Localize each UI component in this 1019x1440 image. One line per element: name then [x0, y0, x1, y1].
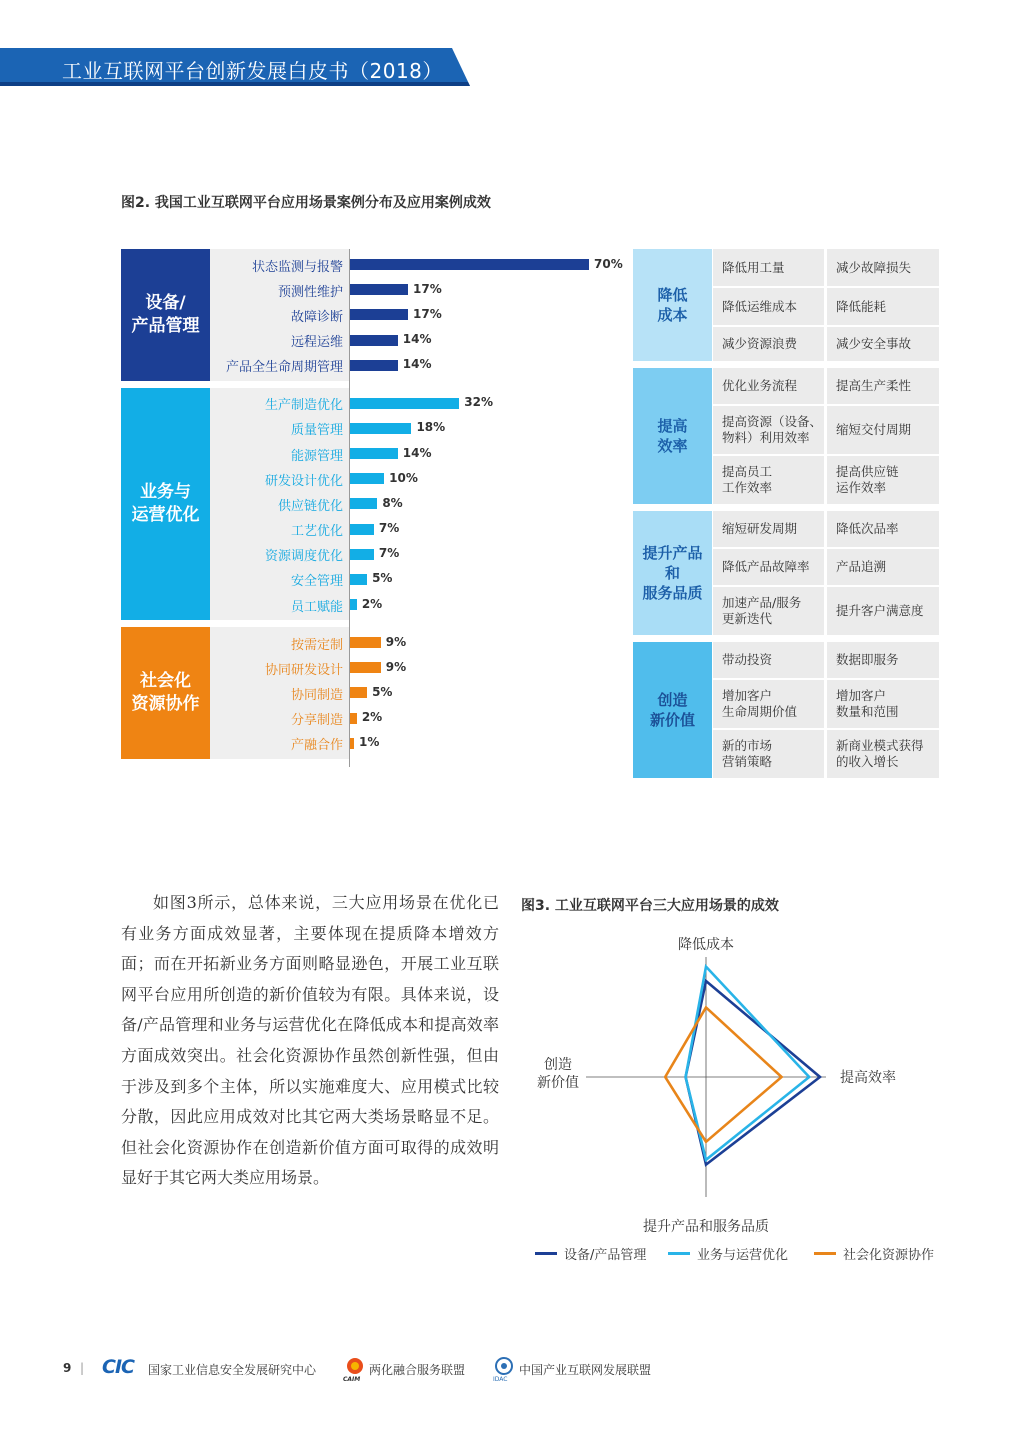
bar [350, 662, 381, 673]
outcome-cell: 提升客户满意度 [827, 587, 939, 635]
category-box-0: 设备/ 产品管理 [121, 249, 210, 381]
outcome-group-header: 提升产品 和 服务品质 [633, 511, 712, 635]
outcome-group-header: 降低 成本 [633, 249, 712, 361]
outcome-cell: 减少故障损失 [827, 249, 939, 286]
legend-label-social: 社会化资源协作 [843, 1248, 935, 1263]
outcome-cell: 降低次品率 [827, 511, 939, 547]
body-paragraph: 如图3所示，总体来说，三大应用场景在优化已有业务方面成效显著，主要体现在提质降本增效方面；而在开拓新业务方面则略显逊色，开展工业互联网平台应用所创造的新价值较为有限。具体来说，设备/产品管理和业务与运营优化在降低成本和提高效率方面成效突出。社会化资源协作虽然创新性强，但由于涉及到多个主体，所以实施难度大、应用模式比较分散，因此应用成效对比其它两大类场景略显不足。但社会化资源协作在创造新价值方面可取得的成效明显好于其它两大类应用场景。 [121, 893, 499, 1188]
bar-label: 预测性维护 [277, 284, 343, 300]
bar-axis-line [349, 249, 350, 767]
outcome-cell: 提高生产柔性 [827, 368, 939, 404]
bar-label: 状态监测与报警 [251, 259, 343, 275]
bar-label: 质量管理 [290, 423, 343, 439]
bar-value: 7% [378, 521, 400, 536]
outcome-cell: 增加客户 数量和范围 [827, 680, 939, 728]
bar-value: 7% [378, 546, 400, 561]
page-footer [0, 1357, 1019, 1387]
outcome-group-2 [633, 511, 939, 635]
figure2-bar-chart [121, 249, 633, 767]
bar-label: 研发设计优化 [264, 473, 343, 489]
outcome-cell: 提高员工 工作效率 [713, 456, 824, 504]
bar [350, 524, 374, 535]
bar-label: 产品全生命周期管理 [225, 360, 343, 376]
bar-label: 产融合作 [290, 738, 343, 754]
legend-swatch-social [814, 1252, 836, 1255]
bar-label: 能源管理 [290, 448, 343, 464]
outcome-cell: 降低用工量 [713, 249, 824, 286]
legend-item-device [535, 1244, 646, 1263]
bar [350, 284, 408, 295]
bar-value: 2% [361, 710, 383, 725]
bar-label: 生产制造优化 [264, 398, 343, 414]
footer-divider: | [80, 1361, 85, 1375]
bar-value: 10% [389, 470, 418, 485]
outcome-cell: 缩短交付周期 [827, 406, 939, 454]
bar-label: 远程运维 [290, 335, 343, 351]
outcome-cell: 降低运维成本 [713, 288, 824, 325]
outcome-cell: 提高资源（设备、 物料）利用效率 [713, 406, 824, 454]
outcome-cell: 加速产品/服务 更新迭代 [713, 587, 824, 635]
bar-value: 5% [372, 571, 393, 586]
bar-value: 18% [416, 420, 446, 435]
bar-value: 70% [594, 256, 623, 271]
bar-label: 协同研发设计 [264, 662, 343, 678]
category-box-2: 社会化 资源协作 [121, 627, 210, 759]
radar-axis-label: 创造新价值 [537, 1057, 579, 1091]
bar-label: 分享制造 [290, 713, 343, 729]
bar [350, 687, 367, 698]
figure3-radar-chart [518, 925, 938, 1235]
bar-label: 员工赋能 [290, 599, 343, 615]
radar-axis-label: 提升产品和服务品质 [643, 1219, 769, 1235]
legend-label-device: 设备/产品管理 [564, 1248, 647, 1263]
radar-axis-label: 提高效率 [840, 1070, 896, 1086]
bar-label: 协同制造 [290, 687, 343, 703]
bar-value: 14% [402, 445, 432, 460]
legend-swatch-device [535, 1252, 557, 1255]
outcome-cell: 新商业模式获得 的收入增长 [827, 730, 939, 778]
bar-label: 资源调度优化 [264, 549, 343, 565]
bar [350, 713, 357, 724]
footer-org-cic: 国家工业信息安全发展研究中心 [148, 1363, 317, 1377]
bar-value: 14% [402, 332, 432, 347]
bar [350, 599, 357, 610]
bar-value: 9% [385, 634, 407, 649]
bar-value: 1% [359, 735, 380, 750]
outcome-group-3 [633, 642, 939, 778]
figure3-title: 图3. 工业互联网平台三大应用场景的成效 [521, 898, 779, 914]
bar [350, 498, 377, 509]
document-title: 工业互联网平台创新发展白皮书（2018） [62, 59, 443, 83]
footer-org-caim: 两化融合服务联盟 [369, 1363, 466, 1377]
bar-value: 32% [464, 395, 493, 410]
footer-org-idac: 中国产业互联网发展联盟 [519, 1363, 652, 1377]
bar [350, 309, 408, 320]
page-number: 9 [63, 1361, 72, 1375]
legend-label-operation: 业务与运营优化 [697, 1248, 789, 1263]
bar [350, 335, 398, 346]
legend-item-social [814, 1244, 934, 1263]
bar-label: 按需定制 [290, 637, 343, 653]
figure2-outcome-table [633, 249, 939, 785]
bar-label: 工艺优化 [290, 524, 343, 540]
bar [350, 259, 589, 270]
bar [350, 398, 459, 409]
outcome-group-1 [633, 368, 939, 504]
radar-axis-label: 降低成本 [678, 937, 734, 953]
bar [350, 549, 374, 560]
figure2-title: 图2. 我国工业互联网平台应用场景案例分布及应用案例成效 [121, 195, 491, 211]
bar [350, 423, 411, 434]
category-box-1: 业务与 运营优化 [121, 388, 210, 620]
bar [350, 448, 398, 459]
bar-value: 17% [413, 281, 442, 296]
bar-value: 17% [413, 306, 442, 321]
bar [350, 360, 398, 371]
caim-logo-text: CAIM [343, 1376, 361, 1383]
outcome-cell: 新的市场 营销策略 [713, 730, 824, 778]
outcome-cell: 产品追溯 [827, 549, 939, 585]
outcome-cell: 降低能耗 [827, 288, 939, 325]
bar-label: 安全管理 [290, 574, 343, 590]
outcome-cell: 减少安全事故 [827, 327, 939, 361]
bar-value: 5% [372, 684, 393, 699]
bar [350, 738, 354, 749]
bar-value: 8% [382, 495, 403, 510]
outcome-cell: 增加客户 生命周期价值 [713, 680, 824, 728]
outcome-cell: 减少资源浪费 [713, 327, 824, 361]
bar-label: 故障诊断 [290, 309, 343, 325]
outcome-cell: 数据即服务 [827, 642, 939, 678]
bar [350, 574, 367, 585]
outcome-cell: 优化业务流程 [713, 368, 824, 404]
outcome-cell: 提高供应链 运作效率 [827, 456, 939, 504]
bar-label: 供应链优化 [277, 498, 343, 514]
outcome-group-header: 提高 效率 [633, 368, 712, 504]
bar [350, 473, 384, 484]
idac-logo-text: IDAC [493, 1376, 508, 1383]
outcome-group-header: 创造 新价值 [633, 642, 712, 778]
bar [350, 637, 381, 648]
outcome-cell: 缩短研发周期 [713, 511, 824, 547]
bar-value: 2% [361, 596, 383, 611]
outcome-cell: 带动投资 [713, 642, 824, 678]
outcome-cell: 降低产品故障率 [713, 549, 824, 585]
outcome-group-0 [633, 249, 939, 361]
bar-value: 9% [385, 659, 407, 674]
legend-swatch-operation [668, 1252, 690, 1255]
cic-logo: CIC [102, 1356, 134, 1378]
bar-value: 14% [402, 357, 432, 372]
legend-item-operation [668, 1244, 788, 1263]
